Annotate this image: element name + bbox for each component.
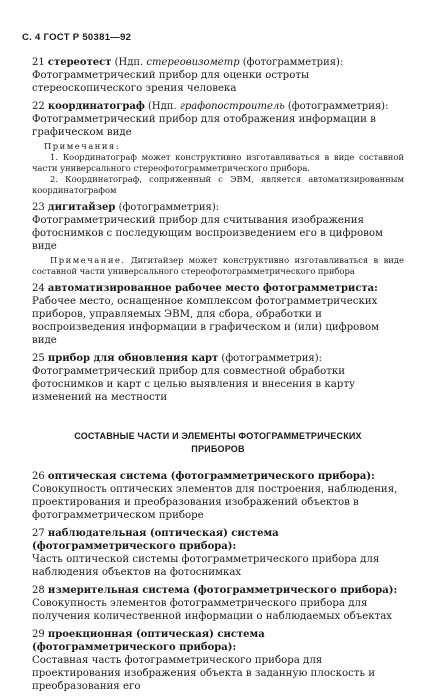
term-name: проекционная (оптическая) система (фотограмметрического прибора): (32, 629, 265, 653)
notes-block (32, 141, 404, 196)
term-entry-27 (32, 527, 404, 579)
section-heading-line: ПРИБОРОВ (191, 444, 245, 454)
term-number: 29 (32, 629, 45, 640)
term-definition: Совокупность оптических элементов для построения, наблюдения, проектирования и преобразования изображений объектов в фотограмметрическом приборе (32, 484, 398, 521)
note-text: Дигитайзер может конструктивно изготавливаться в виде составной части универсального стереофотограмметрического прибора (32, 255, 404, 276)
section-heading-line: СОСТАВНЫЕ ЧАСТИ И ЭЛЕМЕНТЫ ФОТОГРАММЕТРИЧЕСКИХ (74, 431, 362, 441)
term-entry-29 (32, 628, 404, 693)
term-number: 24 (32, 283, 45, 294)
term-domain: (фотограмметрия): (115, 202, 220, 213)
term-synonym: графопостроитель (179, 101, 285, 112)
term-number: 28 (32, 585, 45, 596)
term-line (32, 201, 404, 214)
term-domain: (фотограмметрия): (239, 57, 344, 68)
term-definition: Составная часть фотограмметрического прибора для проектирования изображения объекта в заданную плоскость и преобразования его (32, 655, 376, 692)
term-name: дигитайзер (47, 202, 116, 213)
term-definition: Фотограмметрический прибор для оценки остроты стереоскопического зрения человека (32, 70, 310, 94)
term-name: оптическая система (фотограмметрического прибора): (47, 471, 375, 482)
section-heading (32, 430, 404, 456)
term-line (32, 56, 404, 69)
term-prefix: (Ндп. (111, 57, 147, 68)
term-line (32, 282, 404, 295)
note-block (32, 255, 404, 277)
term-entry-28 (32, 584, 404, 623)
note-title: Примечание. (50, 255, 126, 265)
page-header: С. 4 ГОСТ Р 50381—92 (22, 32, 132, 43)
term-line (32, 628, 404, 654)
notes-title: Примечания: (44, 141, 121, 151)
term-entry-25 (32, 352, 404, 404)
term-number: 23 (32, 202, 45, 213)
term-entry-26 (32, 470, 404, 522)
term-line (32, 100, 404, 113)
term-name: стереотест (47, 57, 112, 68)
term-name: прибор для обновления карт (47, 353, 219, 364)
term-name: наблюдательная (оптическая) система (фотограмметрического прибора): (32, 528, 279, 552)
note-item: 2. Координатограф, сопряженный с ЭВМ, является автоматизированным координатографом (32, 174, 404, 195)
term-definition: Фотограмметрический прибор для считывания изображения фотоснимков с последующим воспроизведением его в цифровом виде (32, 215, 383, 252)
term-entry-22 (32, 100, 404, 196)
term-prefix: (Ндп. (144, 101, 180, 112)
term-number: 26 (32, 471, 45, 482)
term-definition: Совокупность элементов фотограмметрического прибора для получения количественной информации о наблюдаемых объектах (32, 598, 393, 622)
term-line (32, 527, 404, 553)
term-number: 22 (32, 101, 45, 112)
term-definition: Фотограмметрический прибор для отображения информации в графическом виде (32, 114, 376, 138)
term-definition: Фотограмметрический прибор для совместной обработки фотоснимков и карт с целью выявления и внесения в карту изменений на местности (32, 366, 355, 403)
term-line (32, 352, 404, 365)
term-entry-21 (32, 56, 404, 95)
term-name: координатограф (47, 101, 145, 112)
term-domain: (фотограмметрия): (284, 101, 389, 112)
term-definition: Рабочее место, оснащенное комплексом фотограмметрических приборов, управляемых ЭВМ, для сбора, обработки и воспроизведения информации в графическом и (или) цифровом виде (32, 296, 380, 346)
term-number: 27 (32, 528, 45, 539)
term-domain: (фотограмметрия): (218, 353, 322, 364)
document-body (32, 56, 404, 698)
note-item: 1. Координатограф может конструктивно изготавливаться в виде составной части универсального стереофотограмметрического прибора. (32, 152, 404, 173)
term-entry-23 (32, 201, 404, 277)
term-name: автоматизированное рабочее место фотограмметриста: (47, 283, 378, 294)
term-name: измерительная система (фотограмметрического прибора): (47, 585, 398, 596)
term-synonym: стереовизометр (146, 57, 240, 68)
term-entry-24 (32, 282, 404, 347)
term-number: 25 (32, 353, 45, 364)
term-number: 21 (32, 57, 45, 68)
term-definition: Часть оптической системы фотограмметрического прибора для наблюдения объектов на фотоснимках (32, 554, 380, 578)
term-line (32, 470, 404, 483)
term-line (32, 584, 404, 597)
